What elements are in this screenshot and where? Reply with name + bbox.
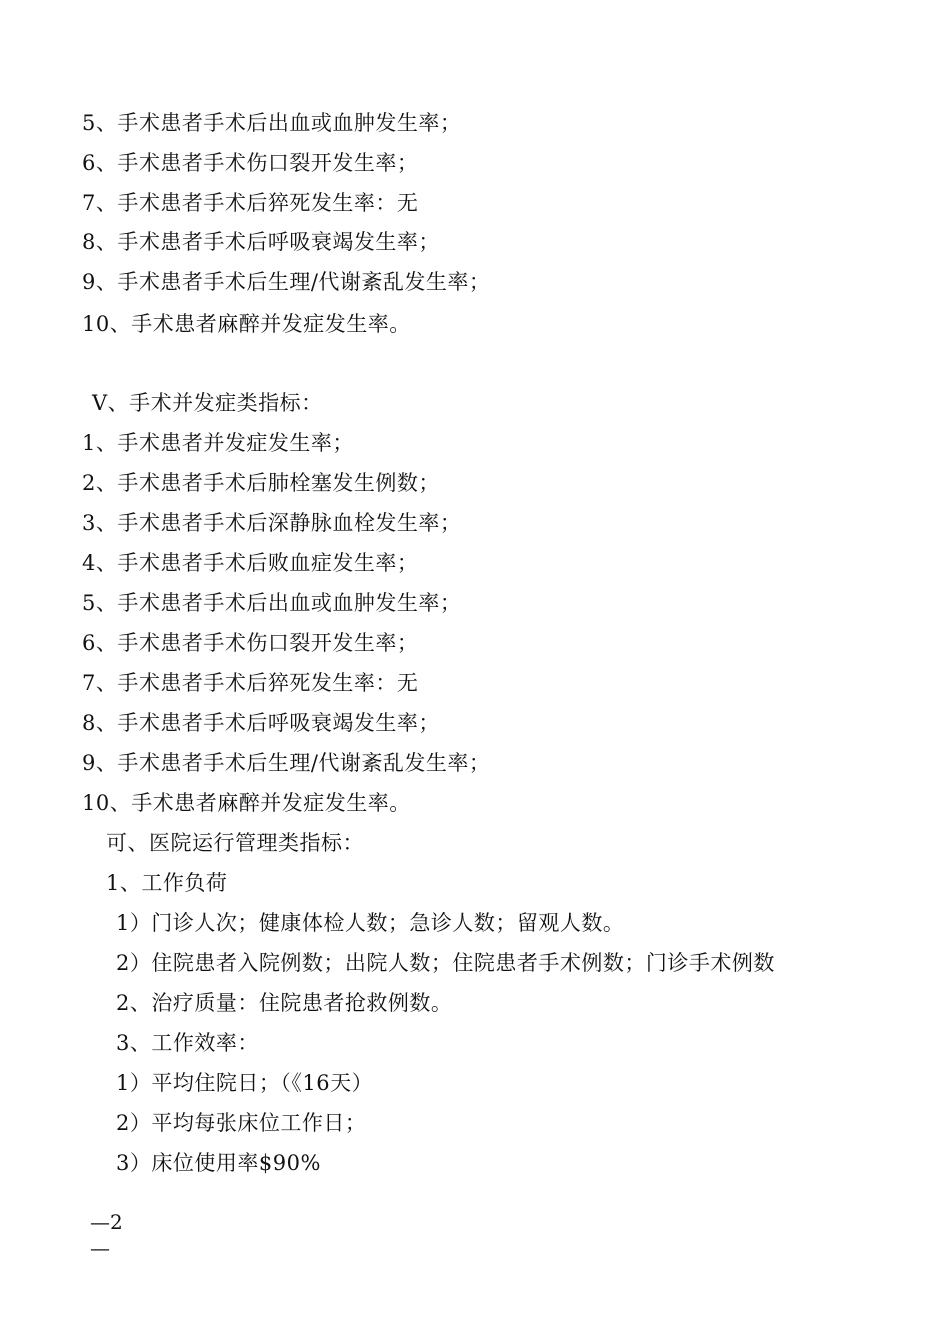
list-item: 9、手术患者手术后生理/代谢紊乱发生率； bbox=[82, 751, 491, 775]
list-item: 3、手术患者手术后深静脉血栓发生率； bbox=[82, 511, 462, 535]
list-item: 7、手术患者手术后猝死发生率：无 bbox=[82, 191, 419, 215]
list-item: 2、手术患者手术后肺栓塞发生例数； bbox=[82, 471, 440, 495]
list-item: 1、手术患者并发症发生率； bbox=[82, 431, 354, 455]
list-item: 7、手术患者手术后猝死发生率：无 bbox=[82, 671, 419, 695]
list-item: 8、手术患者手术后呼吸衰竭发生率； bbox=[82, 230, 440, 254]
list-item: 1）门诊人次；健康体检人数；急诊人数；留观人数。 bbox=[116, 911, 625, 935]
subsection-title: 3、工作效率： bbox=[116, 1031, 259, 1055]
list-item: 10、手术患者麻醉并发症发生率。 bbox=[82, 791, 411, 815]
section-heading: 可、医院运行管理类指标： bbox=[106, 831, 364, 855]
page-number: —2 bbox=[90, 1210, 123, 1234]
list-item: 9、手术患者手术后生理/代谢紊乱发生率； bbox=[82, 270, 491, 294]
list-item: 6、手术患者手术伤口裂开发生率； bbox=[82, 151, 419, 175]
list-item: 6、手术患者手术伤口裂开发生率； bbox=[82, 631, 419, 655]
list-item: 5、手术患者手术后出血或血肿发生率； bbox=[82, 111, 462, 135]
subsection-title: 1、工作负荷 bbox=[106, 871, 228, 895]
list-item: 8、手术患者手术后呼吸衰竭发生率； bbox=[82, 711, 440, 735]
list-item: 2）平均每张床位工作日； bbox=[116, 1111, 367, 1135]
footer-dash: — bbox=[90, 1236, 110, 1260]
section-heading: V、手术并发症类指标： bbox=[92, 391, 323, 415]
list-item: 4、手术患者手术后败血症发生率； bbox=[82, 551, 419, 575]
list-item: 2）住院患者入院例数；出院人数；住院患者手术例数；门诊手术例数 bbox=[116, 951, 775, 975]
subsection-title: 2、治疗质量：住院患者抢救例数。 bbox=[116, 991, 453, 1015]
list-item: 5、手术患者手术后出血或血肿发生率； bbox=[82, 591, 462, 615]
list-item: 1）平均住院日；（《16天） bbox=[116, 1071, 374, 1095]
list-item: 10、手术患者麻醉并发症发生率。 bbox=[82, 312, 411, 336]
list-item: 3）床位使用率$90% bbox=[116, 1151, 321, 1175]
